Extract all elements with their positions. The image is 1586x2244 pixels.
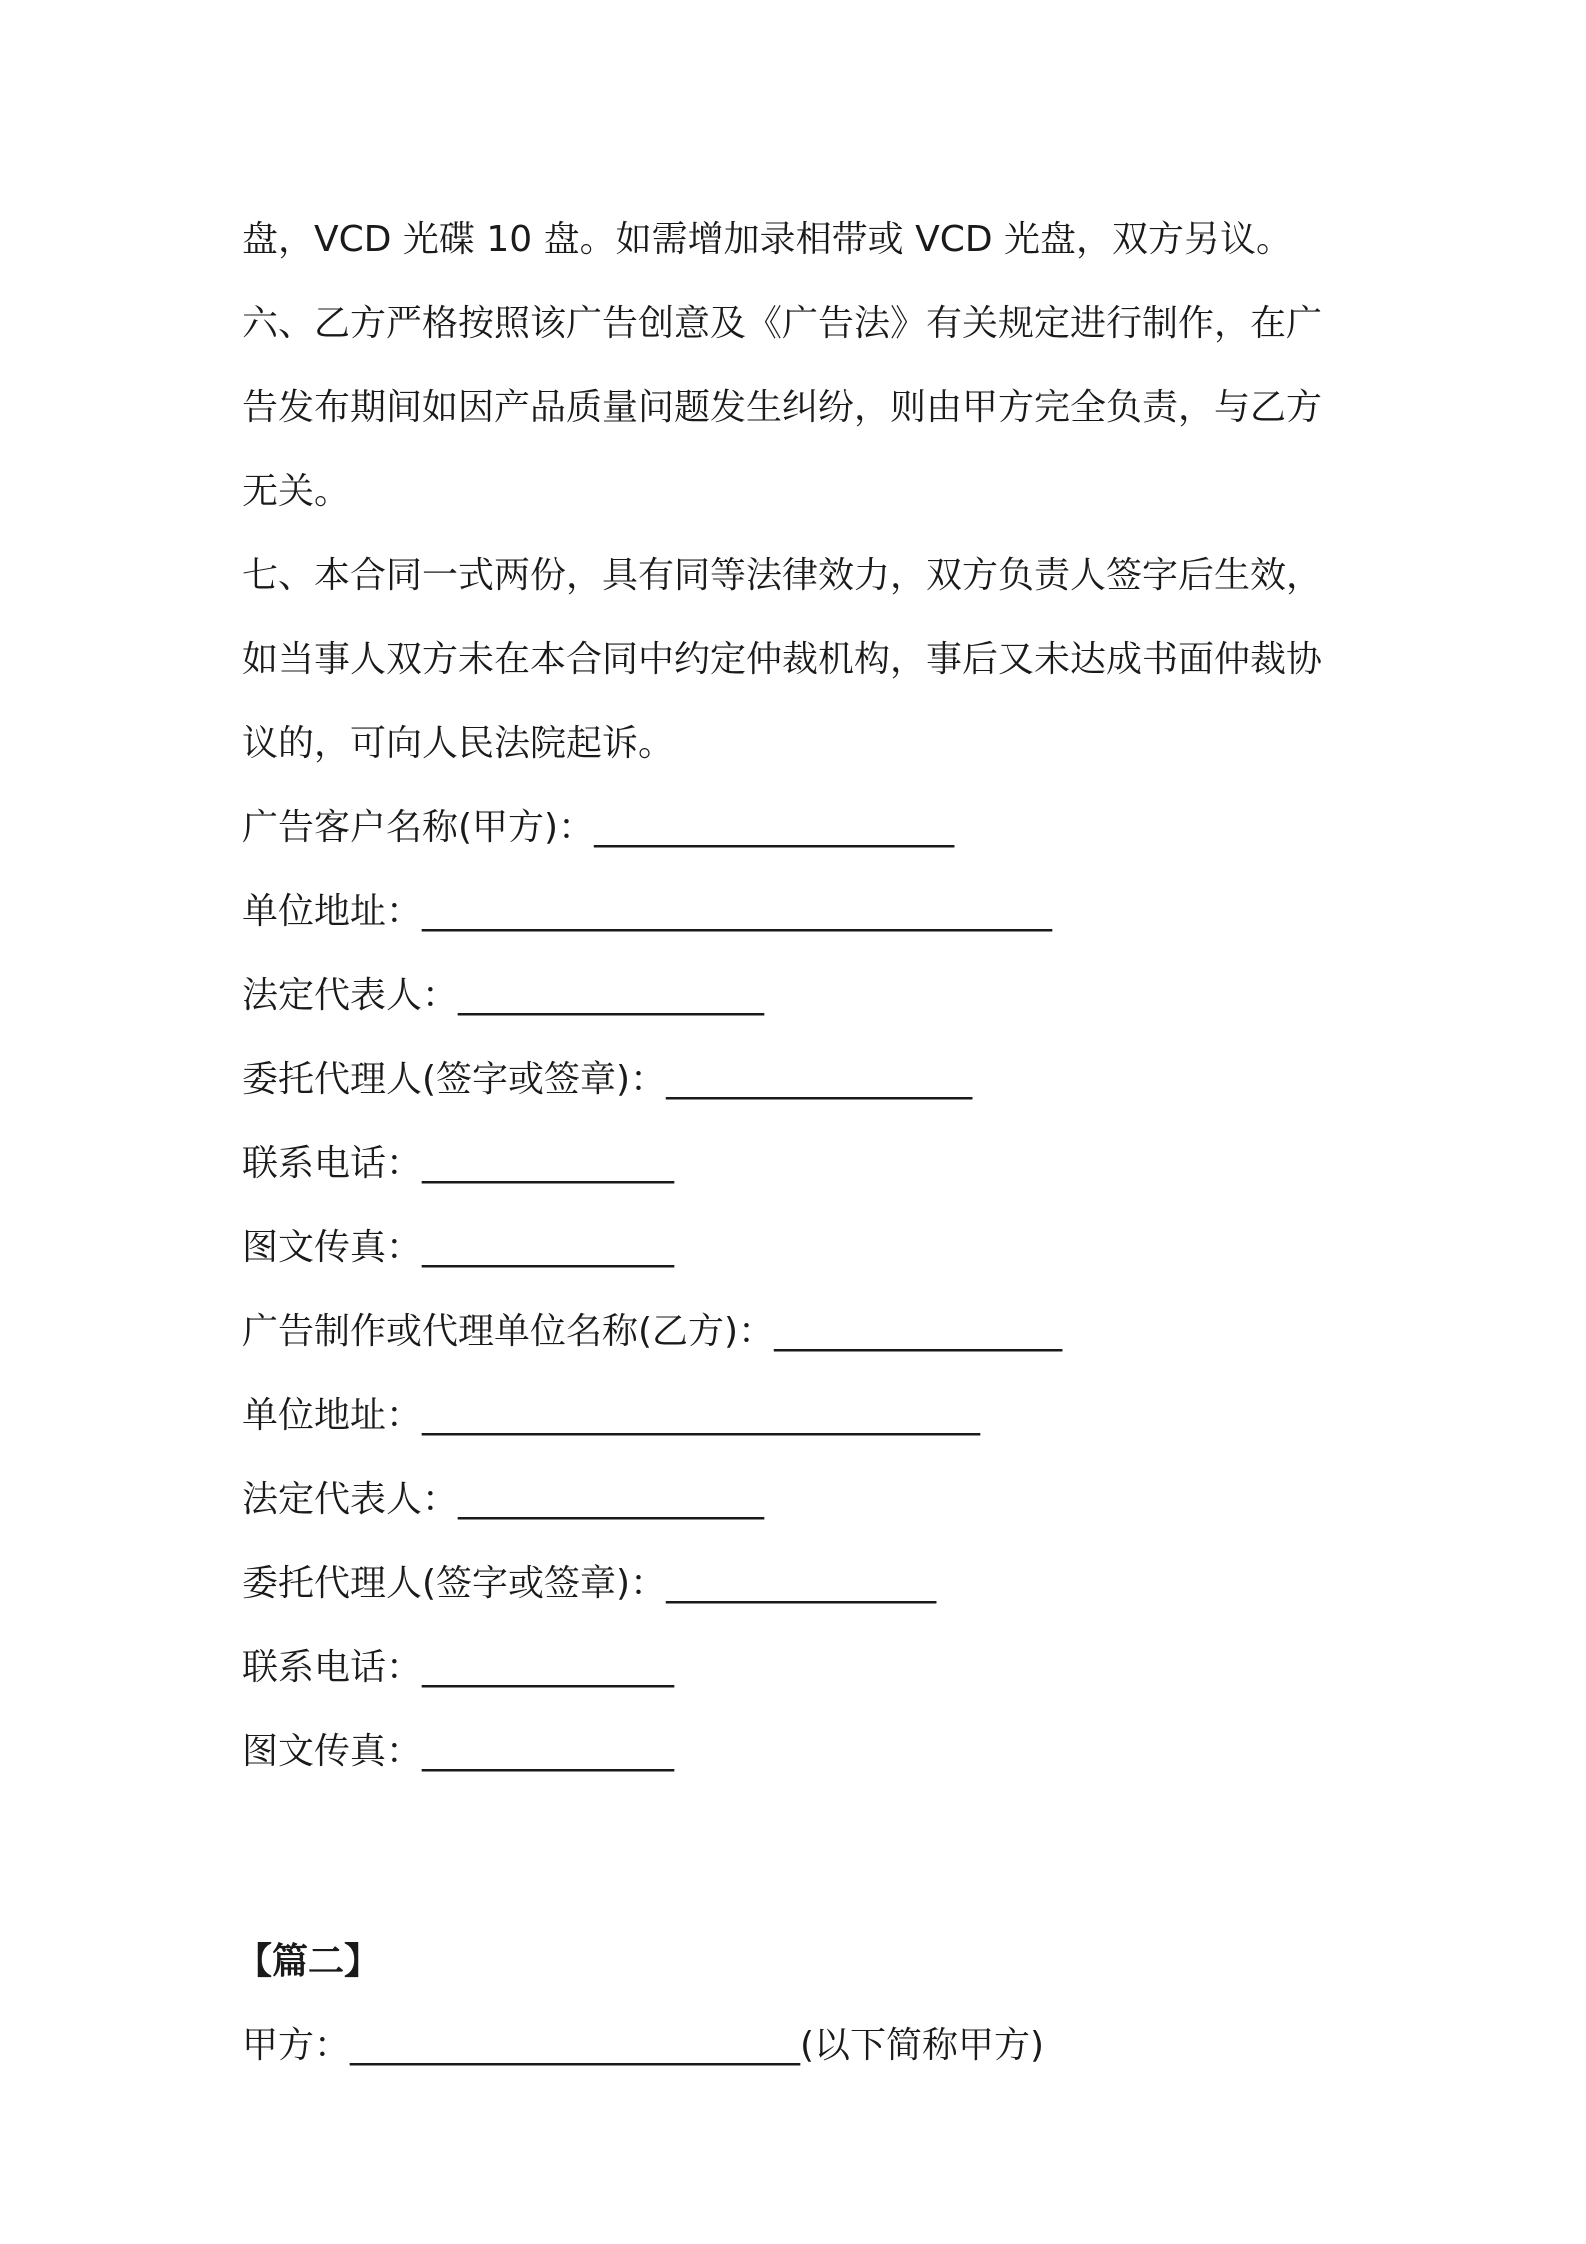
party-a-phone-field: 联系电话：______________ [242, 1143, 675, 1184]
paragraph-clause-7: 七、本合同一式两份，具有同等法律效力，双方负责人签字后生效，如当事人双方未在本合同中约定仲裁机构，事后又未达成书面仲裁协议的，可向人民法院起诉。 [242, 555, 1323, 764]
party-b-address-field: 单位地址：_______________________________ [242, 1395, 981, 1436]
party-b-legal-rep-field: 法定代表人：_________________ [242, 1479, 765, 1520]
party-a-signature-block [242, 786, 1352, 1290]
paragraph-clause-6: 六、乙方严格按照该广告创意及《广告法》有关规定进行制作，在广告发布期间如因产品质量问题发生纠纷，则由甲方完全负责，与乙方无关。 [242, 303, 1323, 512]
party-a-client-name-field: 广告客户名称(甲方)：____________________ [242, 807, 955, 848]
section-two-heading: 【篇二】 [236, 1941, 381, 1982]
party-b-fax-field: 图文传真：______________ [242, 1731, 675, 1772]
paragraph-continuation: 盘，VCD 光碟 10 盘。如需增加录相带或 VCD 光盘，双方另议。 [242, 219, 1292, 260]
party-b-agent-field: 委托代理人(签字或签章)：_______________ [242, 1563, 937, 1604]
party-b-signature-block [242, 1290, 1352, 1794]
party-b-phone-field: 联系电话：______________ [242, 1647, 675, 1688]
party-a-fax-field: 图文传真：______________ [242, 1227, 675, 1268]
section-two-party-a-line: 甲方：_________________________(以下简称甲方) [242, 2025, 1045, 2066]
party-b-agency-name-field: 广告制作或代理单位名称(乙方)：________________ [242, 1311, 1063, 1352]
party-a-agent-field: 委托代理人(签字或签章)：_________________ [242, 1059, 973, 1100]
document-body [236, 198, 1352, 2088]
party-a-legal-rep-field: 法定代表人：_________________ [242, 975, 765, 1016]
party-a-address-field: 单位地址：___________________________________ [242, 891, 1053, 932]
